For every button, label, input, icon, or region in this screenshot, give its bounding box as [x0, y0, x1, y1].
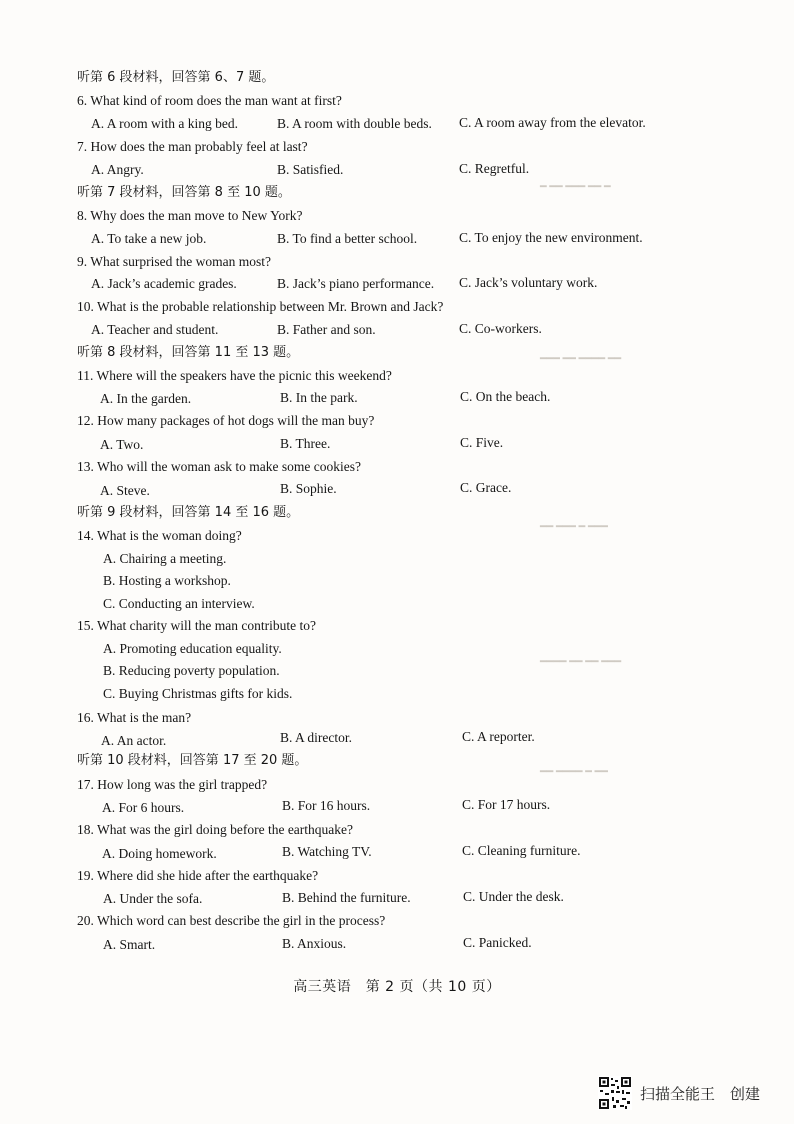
section-header-9: 听第 9 段材料，回答第 14 至 16 题。: [77, 505, 300, 520]
question-20: 20. Which word can best describe the girl in the process?: [77, 913, 386, 928]
q8-option-a: A. To take a new job.: [91, 231, 207, 246]
q6-option-a: A. A room with a king bed.: [91, 116, 238, 131]
question-13: 13. Who will the woman ask to make some cookies?: [77, 459, 361, 474]
q9-option-a: A. Jack’s academic grades.: [91, 276, 237, 291]
q17-option-c: C. For 17 hours.: [462, 797, 551, 812]
question-9: 9. What surprised the woman most?: [77, 254, 271, 269]
question-15: 15. What charity will the man contribute to?: [77, 618, 316, 633]
question-11: 11. Where will the speakers have the picnic this weekend?: [77, 368, 392, 383]
page-footer: 高三英语 第 2 页（共 10 页）: [293, 979, 501, 995]
q7-option-b: B. Satisfied.: [277, 162, 344, 177]
q6-option-c: C. A room away from the elevator.: [459, 115, 646, 130]
question-19: 19. Where did she hide after the earthquake?: [77, 868, 319, 883]
q19-option-a: A. Under the sofa.: [103, 891, 203, 906]
q19-option-b: B. Behind the furniture.: [282, 890, 411, 905]
q14-option-a: A. Chairing a meeting.: [103, 551, 227, 566]
q12-option-c: C. Five.: [460, 435, 504, 450]
q15-option-a: A. Promoting education equality.: [103, 641, 282, 656]
q7-option-c: C. Regretful.: [459, 161, 530, 176]
question-14: 14. What is the woman doing?: [77, 528, 242, 543]
q17-option-a: A. For 6 hours.: [102, 800, 185, 815]
q13-option-a: A. Steve.: [100, 483, 150, 498]
question-12: 12. How many packages of hot dogs will the man buy?: [77, 413, 375, 428]
question-7: 7. How does the man probably feel at last?: [77, 139, 308, 154]
q12-option-b: B. Three.: [280, 436, 331, 451]
q20-option-c: C. Panicked.: [463, 935, 532, 950]
exam-page: 听第 6 段材料，回答第 6、7 题。 6. What kind of room does the man want at first? A. A room with a king bed. B. A room with double beds. C. A room away from the elevator. 7. How does the man probably feel at last? A. Angry. B. Satisfied. C. Regretful. 听第 7 段材料，回答第 8 至 10 题。 8. Why does the man move to New York? A. To take a new job. B. To find a better school. C. To enjoy the new environment. 9. What surprised the woman most? A. Jack’s academic grades. B. Jack’s piano performance. C. Jack’s voluntary work. 10. What is the probable relationship between Mr. Brown and Jack? A. Teacher and student. B. Father and son. C. Co-workers. 听第 8 段材料，回答第 11 至 13 题。 11. Where will the speakers have the picnic this weekend? A. In the garden. B. In the park. C. On the beach. 12. How many packages of hot dogs will the man buy? A. Two. B. Three. C. Five. 13. Who will the woman ask to make some cookies? A. Steve. B. Sophie. C. Grace. 听第 9 段材料，回答第 14 至 16 题。 14. What is the woman doing? A. Chairing a meeting. B. Hosting a workshop. C. Conducting an interview. 15. What charity will the man contribute to? A. Promoting education equality. B. Reducing poverty population. C. Buying Christmas gifts for kids. 16. What is the man? A. An actor. B. A director. C. A reporter. 听第 10 段材料，回答第 17 至 20 题。 17. How long was the girl trapped? A. For 6 hours. B. For 16 hours. C. For 17 hours. 18. What was the girl doing before the earthquake? A. Doing homework. B. Watching TV. C. Cleaning furniture. 19. Where did she hide after the earthquake? A. Under the sofa. B. Behind the furniture. C. Under the desk. 20. Which word can best describe the girl in the process? A. Smart. B. Anxious. C. Panicked. ━ ━━ ━━━ ━━ ━ ━━━ ━━ ━━━━ ━━ ━━ ━━━ ━ ━━━ ━━━━ ━━ ━━ ━━━ ━━ ━━━━ ━ ━━ 高三英语 第 2 页（共 10 页） 扫描全能王 创建: [0, 0, 794, 1124]
q18-option-c: C. Cleaning furniture.: [462, 843, 581, 858]
qr-code-icon: [598, 1076, 632, 1110]
q11-option-b: B. In the park.: [280, 390, 358, 405]
q20-option-b: B. Anxious.: [282, 936, 347, 951]
q10-option-b: B. Father and son.: [277, 322, 376, 337]
q10-option-c: C. Co-workers.: [459, 321, 542, 336]
section-header-8: 听第 8 段材料，回答第 11 至 13 题。: [77, 345, 300, 360]
q6-option-b: B. A room with double beds.: [277, 116, 432, 131]
q19-option-c: C. Under the desk.: [463, 889, 564, 904]
question-17: 17. How long was the girl trapped?: [77, 777, 268, 792]
question-16: 16. What is the man?: [77, 710, 192, 725]
scanner-watermark: 扫描全能王 创建: [640, 1085, 761, 1103]
q7-option-a: A. Angry.: [91, 162, 144, 177]
q18-option-b: B. Watching TV.: [282, 844, 372, 859]
q18-option-a: A. Doing homework.: [102, 846, 217, 861]
question-18: 18. What was the girl doing before the earthquake?: [77, 822, 354, 837]
q16-option-a: A. An actor.: [101, 733, 167, 748]
question-10: 10. What is the probable relationship between Mr. Brown and Jack?: [77, 299, 444, 314]
q13-option-c: C. Grace.: [460, 480, 512, 495]
q9-option-c: C. Jack’s voluntary work.: [459, 275, 598, 290]
q8-option-b: B. To find a better school.: [277, 231, 418, 246]
question-8: 8. Why does the man move to New York?: [77, 208, 303, 223]
q16-option-c: C. A reporter.: [462, 729, 535, 744]
q17-option-b: B. For 16 hours.: [282, 798, 371, 813]
q8-option-c: C. To enjoy the new environment.: [459, 230, 643, 245]
q11-option-c: C. On the beach.: [460, 389, 551, 404]
q20-option-a: A. Smart.: [103, 937, 156, 952]
q9-option-b: B. Jack’s piano performance.: [277, 276, 435, 291]
q14-option-c: C. Conducting an interview.: [103, 596, 255, 611]
q10-option-a: A. Teacher and student.: [91, 322, 219, 337]
question-6: 6. What kind of room does the man want at first?: [77, 93, 342, 108]
section-header-10: 听第 10 段材料，回答第 17 至 20 题。: [77, 753, 308, 768]
q15-option-b: B. Reducing poverty population.: [103, 663, 280, 678]
section-header-6: 听第 6 段材料，回答第 6、7 题。: [77, 70, 275, 85]
q16-option-b: B. A director.: [280, 730, 352, 745]
section-header-7: 听第 7 段材料，回答第 8 至 10 题。: [77, 185, 291, 200]
q13-option-b: B. Sophie.: [280, 481, 337, 496]
q15-option-c: C. Buying Christmas gifts for kids.: [103, 686, 293, 701]
q11-option-a: A. In the garden.: [100, 391, 192, 406]
q12-option-a: A. Two.: [100, 437, 144, 452]
q14-option-b: B. Hosting a workshop.: [103, 573, 231, 588]
